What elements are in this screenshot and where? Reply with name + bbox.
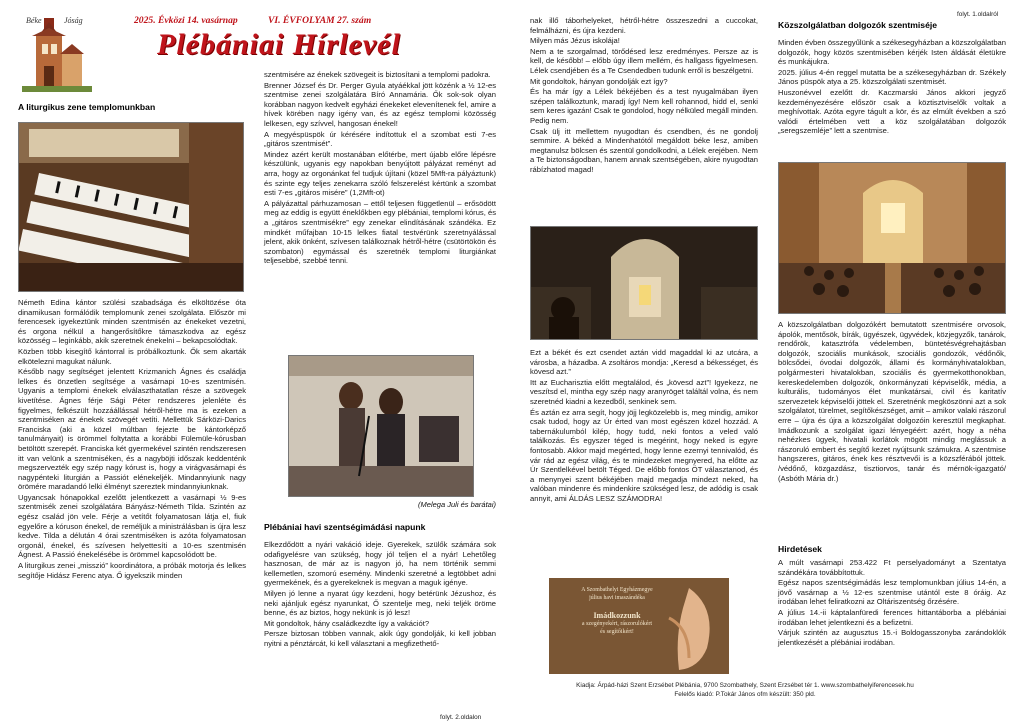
paragraph: Mindez azért került mostanában előtérbe, mert újabb előre lépésre készülünk, ugyanis egy napokban benyújtott pályázat reményt ad arra, hogy az orgonánkat fel tudjuk újítani (közel 5Mft-ra pályáztunk) és szinte egy teljes zenekarra szóló felszerelést kértünk a szombat esti 7-es „gitáros misére” (1,2Mft-ot) [264,149,496,198]
paragraph: Brenner József és Dr. Perger Gyula atyáékkal jött közénk a ½ 12-es szentmise zenei szolgálatára Bíró Annamária. Ők sok-sok olyan korábban nagyon kedvelt egyházi énekeket elevenítenek fel, amire a hívek körében nagy igény van, és az egész templomi közösség lelkesen, egy szívvel, hangosan énekel! [264,80,496,128]
prayer-intention-poster [549,578,729,674]
paragraph: Ugyancsak hónapokkal ezelőtt jelentkezett a vasárnapi ½ 9-es szentmisék zenei szolgálatára Bányász-Németh Tilda. Szintén az egész család jön vele. Férje a vetítőt folyamatosan látja el, fiuk egyelőre a kóruson énekel, de reméljük a ministrálásban is újra lesz kedve. Tilda a délután 4 órai szentmiséken is azóta folyamatosan orgonál, énekel, és szívesen helyettesíti a 10-es szentmisén Ágnest. A Passió énekelésébe is örömmel kapcsolódott be. [18,492,246,560]
announcement-item: A július 14.-ii káptalanfüredi ferences hittantáborba a plébániai irodában lehet jelentkezni és a befizetni. [778,607,1006,627]
editor-line: Felelős kiadó: P.Tokár János ofm készült: 350 pld. [674,691,816,698]
issue-volume: VI. ÉVFOLYAM 27. szám [268,15,372,26]
public-service-heading: Közszolgálatban dolgozók szentmiséje [778,20,938,30]
paragraph: Itt az Eucharisztia előtt megtalálod, és „kövesd azt”! Igyekezz, ne veszítsd el, mintha egy szép nagy aranyröget találtál volna, és nem szeretnéd kiadni a kezedből, senkinek sem. [530,377,758,406]
liturgy-music-continued [264,70,496,267]
poster-line: július havi imaszándéka [589,595,645,601]
paragraph: Németh Edina kántor szülési szabadsága és elköltözése óta dinamikusan formálódik templomunk zenei szolgálata. Először mi ferencesek igyekeztünk minden szentmisén az énekeket vezetni, és orgona nélkül a hangerősítőkre támaszkodva az egész közösség – leginkább, akik szeretnek énekelni – bekapcsolódtak. [18,298,246,346]
paragraph: 2025. július 4-én reggel mutatta be a székesegyházban dr. Székely János püspök atya a 25. közszolgálati szentmisét. [778,67,1006,87]
paragraph: A megyéspüspök úr kérésére indítottuk el a szombat esti 7-es „gitáros szentmisét”. [264,129,496,149]
public-service-body-bottom [778,320,1006,484]
public-service-body-top [778,38,1006,137]
announcement-item: A múlt vasárnapi 253.422 Ft perselyadományt a Szentatya szándékára továbbítottuk. [778,558,1006,577]
paragraph: Persze biztosan többen vannak, akik úgy gondolják, ki kell jobban nyitni a pénztárcát, ki kell választani a megfizethető- [264,629,496,648]
paragraph: És ha már így a Lélek békéjében és a test nyugalmában ilyen szépen találkoztunk, maradj így! Nem kell rohannod, hidd el, senki sem keres igazán! Csak te gondolod, hogy nélküled megáll minden. Pedig nem. [530,87,758,125]
announcement-item: Várjuk szintén az augusztus 15.-i Boldogasszonyba zarándoklók jelentkezését a plébániai irodában. [778,628,1006,647]
chapel-adoration-photo [530,226,758,340]
cathedral-photo [778,162,1006,314]
paragraph: A liturgikus zenei „misszió” koordinátora, a próbák motorja és lelkes segítője Hidász Ferenc atya. Ő igyekszik minden [18,561,246,580]
paragraph: nak illő táborhelyeket, hétről-hétre összeszedni a cuccokat, felmálházni, és újra kezdeni. [530,16,758,35]
chapel-icon [531,227,758,340]
paragraph: Milyen más Jézus iskolája! [530,36,620,46]
paragraph: Csak ülj itt mellettem nyugodtan és csendben, és ne gondolj semmire. A békéd a Mindenhatótól megáldott béke lesz, amiben megtanulsz bölcsen és szentül gondolkodni, a Lélek erejében. Nem a Te biztonságodban, hanem annak szentségében, akire nyugodtan rábízhatod magad! [530,126,758,174]
adoration-body [264,540,496,650]
poster-line: a szegényekért, rászorulókért [581,621,653,627]
paragraph: szentmisére az énekek szövegeit is biztosítani a templomi padokra. [264,70,491,79]
paragraph: Minden évben összegyűlünk a székesegyházban a közszolgálatban dolgozók, hogy közös szentmisében kérjék Isten áldását életükre és munkájukra. [778,38,1006,67]
paragraph: Mit gondoltok, hányan gondolják ezt így? [530,76,668,86]
paragraph: Közben több kisegítő kántorral is próbálkoztunk. Ők sem akarták elkötelezni magukat nálunk. [18,346,246,366]
newsletter-title: Plébániai Hírlevél [157,28,401,61]
parish-logo [22,14,92,94]
paragraph: A pályázattal párhuzamosan – ettől teljesen függetlenül – erősödött meg az eddig is együtt éneklőkben egy plébániai, templomi kórus, és a „gitáros szentmisékre” egy zenekar elindításának szándéka. Ez mindkét műfajban 10-15 lelkes fiatal testvérünk szeretnyálással jelent, akik önként, szívesen találkoznak hétről-hétre (csütörtökön és szombaton) egymással és szeretnék templomi liturgiánkat teljesebbé, szebbé tenni. [264,198,496,266]
announcement-item: Egész napos szentségimádás lesz templomunkban július 14-én, a jövő vasárnap a ½ 12-es szentmise utántól este 8 óráig. Az irodában lehet feliratkozni az Oltáriszentség őrzésére. [778,578,1006,607]
paragraph: Ezt a békét és ezt csendet aztán vidd magaddal ki az utcára, a városba, a házadba. A zsoltáros mondja: „Keresd a békességet, és kövesd azt.” [530,348,758,377]
announcements-list [778,558,1006,648]
adoration-heading: Plébániai havi szentségimádási napunk [264,522,426,532]
announcements-heading: Hirdetések [778,544,822,554]
singers-caption: (Melega Juli és barátai) [418,500,496,509]
paragraph: Mit gondoltok, hány családkezdte így a vakációt? [264,618,430,628]
organ-photo [18,122,244,292]
singers-icon [289,356,474,497]
continued-on-page: folyt. 2.oldalon [440,714,482,721]
paragraph: Milyen jó lenne a nyarat úgy kezdeni, hogy betérünk Jézushoz, és neki ajánljuk egész nyarunkat, Ő szentelje meg, neki teljék öröme benne, és az biztos, hogy nekünk is jó lesz! [264,588,496,618]
cathedral-icon [779,163,1006,314]
issue-date: 2025. Évközi 14. vasárnap [134,15,238,26]
paragraph: A közszolgálatban dolgozókért bemutatott szentmisére orvosok, ápolók, mentősök, bírák, ügyészek, ügyvédek, közjegyzők, tanárok, rendőrök, katasztrófa védelemben, büntetésvégrehajtásban dolgozók, szociális munkások, szociális gondozók, védőnők, bölcsődei, óvodai dolgozók, állami és kormányhivatalokban, polgármesteri hivatalokban, szociális és gyermekotthonokban, kereskedelemben dolgozók, önkormányzati képviselők, média, a kulturális, tudományos élet munkatársai, civil és karitatív szervezetek képviselői jöttek el. Szeretnénk megköszönni azt a sok szolgálatot, türelmet, segítőkészséget, amit – amikor valaki rászorul erre – újra és újra a közszolgálat dolgozóin keresztül megkaphat. Imádkozunk a szolgálat igazi lényegéért: azért, hogy a néha nehézkes ügyek, hivatali korlátok mögött mindig meglássuk a rászoruló embert és segítő kezet nyújtsunk számukra. A szentmise hangszeres, gitáros, ének kes résztvevői is a közszférából jöttek. /védőnő, közgazdász, tisztiorvos, tanár és mérnök-igazgató/ (Asbóth Mária dr.) [778,320,1006,483]
liturgy-music-heading: A liturgikus zene templomunkban [18,102,156,112]
adoration-continued-top [530,16,758,176]
publisher-line: Kiadja: Árpád-házi Szent Erzsébet Plébánia, 9700 Szombathely, Szent Erzsébet tér 1. www.szombathelyiferencesek.hu [576,682,914,689]
singers-photo [288,355,474,497]
organ-keyboard-icon [19,123,244,292]
paragraph: Elkezdődött a nyári vakáció ideje. Gyerekek, szülők számára sok odafigyelésre van szükség, hogy jól teljen el a nyár! Lehetőleg hasznosan, de már az is nagyon jó, ha nem történik semmi kellemetlen, szomorú esemény. Mindenki szeretné a legtöbbet adni gyermekének, és a gyerekeknek is megvan a maguk igénye. [264,540,496,588]
poster-line: A Szombathelyi Egyházmegye [581,587,653,593]
paragraph: És aztán ez arra segít, hogy jöjj legközelebb is, meg mindig, amikor csak tudod, hogy az Úr érted van most egészen közel hozzád. A tabernákulumból kilép, hogy tudd, neki fontos a veled való találkozás. És egyszer téged is megérint, hogy neked is egyre fontosabb. Akkor majd megérted, hogy lenne ezernyi tennivalód, és vár rád az egész világ, és te mindezeket megnyered, ha előtte az Úr Szentlelkével betölt Téged. De előbb fontos ÖT választanod, és a menynyei szent békéjében majd megadja mindezt neked, ha valóban mindenre és mindenkire szükséged lesz, de adódig is csak annyit, ami ÁLDÁS LESZ SZÁMODRA! [530,407,758,503]
paragraph: Később nagy segítséget jelentett Krizmanich Ágnes és családja lelkes és önzetlen segítsége a vasárnapi 10-es szentmisén. Ugyanis a templomi énekek elválaszthatatlan része a szövegek kivetítése. Ágnes férje Sági Péter rendszeres jelenléte és figyelmes, felkészült hozzáállással hétről-hétre ma is ezeken a szentmiséken az énekek szövegét vetíti. Mellettük Sárközi-Darics Franciska (aki a közel múltban fejezte be kántorképző tanulmányait) is örömmel foltytatta a korábbi Fülemüle-kórusban betöltött szerepét. Franciska két gyermekével szintén rendszeresen itt van velünk a szentmiséken, és a nagyböjti időszak keddenténk megszervezték egy szép nagy kórust is, hogy a virágvasárnapi és nagypénteki liturgián a Passiót elénekeljék. Mindannyiunk nagy örömére maradandó lelki élményt szereztek mindannyiunknak. [18,367,246,492]
liturgy-music-body [18,298,246,581]
poster-line: Imádkozzunk [593,611,641,620]
logo-word-1: Béke [26,16,42,25]
paragraph: Nem a te szorgalmad, törődésed lesz eredményes. Persze az is kell, de később! – előbb úgy illem mellém, és hallgass figyelmesen. Lélek csendjében és a Te Csendedben tudunk erről is beszélgetni. [530,46,758,75]
church-logo-icon [22,14,92,94]
poster-line: és segítőikért! [600,629,634,635]
continued-from-page: folyt. 1.oldalról [957,11,999,18]
adoration-continued-bottom [530,348,758,505]
logo-word-2: Jóság [64,16,83,25]
paragraph: Huszonévvel ezelőtt dr. Kaczmarski János akkori jegyző kezdeményezésére először csak a köztisztviselők voltak a meghívottak. Azóta egyre tágult a kör, és az elmúlt években a szó valódi értelmében vett a köz szolgálatában dolgozók „seregszemléje” lett a szentmise. [778,87,1006,136]
